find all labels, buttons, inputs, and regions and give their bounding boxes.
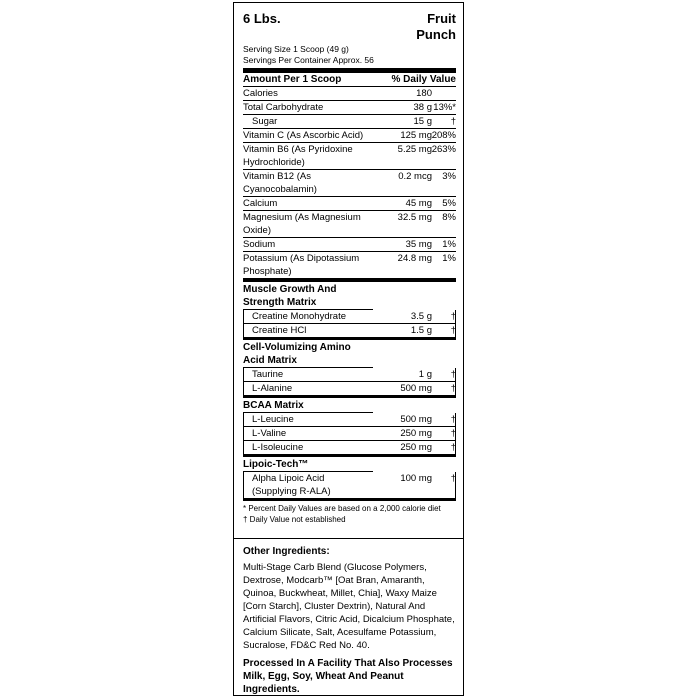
nutrient-name: Vitamin B6 (As Pyridoxine Hydrochloride) <box>243 144 353 168</box>
footnotes <box>243 503 456 525</box>
nutrient-name: Vitamin C (As Ascorbic Acid) <box>243 130 364 141</box>
nutrient-dv: 1% <box>442 239 456 250</box>
nutrient-name: Vitamin B12 (As Cyanocobalamin) <box>243 171 317 195</box>
nutrient-row <box>243 211 456 238</box>
nutrient-row <box>243 472 456 498</box>
nutrient-name: Alpha Lipoic Acid (Supplying R-ALA) <box>252 473 331 497</box>
nutrient-row <box>243 368 456 382</box>
matrix-title: Cell-Volumizing Amino Acid Matrix <box>243 340 373 368</box>
amount-header: Amount Per 1 Scoop <box>243 74 342 85</box>
nutrient-row <box>243 252 456 279</box>
nutrient-dv: † <box>450 442 456 453</box>
matrix-title: Muscle Growth And Strength Matrix <box>243 282 373 310</box>
matrix-border <box>455 472 456 498</box>
nutrient-name: Creatine Monohydrate <box>252 311 346 322</box>
matrix-section <box>243 337 456 395</box>
matrix-items <box>243 368 456 395</box>
matrix-items <box>243 472 456 498</box>
nutrient-dv: 5% <box>442 198 456 209</box>
matrix-border <box>455 368 456 395</box>
nutrient-dv: † <box>450 428 456 439</box>
nutrient-amount: 125 mg <box>400 130 432 141</box>
nutrient-name: Sodium <box>243 239 276 250</box>
nutrient-name: L-Alanine <box>252 383 293 394</box>
supplement-facts-label <box>233 2 464 696</box>
nutrient-row <box>243 413 456 427</box>
nutrient-amount: 35 mg <box>405 239 432 250</box>
matrix-border <box>243 472 244 498</box>
product-flavor: Fruit Punch <box>416 11 456 42</box>
nutrient-row <box>243 324 456 337</box>
matrix-list <box>243 282 456 498</box>
nutrient-name: Magnesium (As Magnesium Oxide) <box>243 212 361 236</box>
nutrient-amount: 32.5 mg <box>397 212 432 223</box>
nutrient-amount: 180 <box>416 88 432 99</box>
serving-info <box>243 44 456 66</box>
nutrient-dv: 13%* <box>433 102 456 113</box>
matrix-border <box>243 368 244 395</box>
nutrient-row <box>243 310 456 324</box>
facts-panel <box>243 11 456 525</box>
dv-header: % Daily Value <box>391 74 456 85</box>
nutrient-row <box>243 197 456 211</box>
nutrient-dv: 263% <box>431 144 456 155</box>
nutrient-dv: † <box>450 473 456 484</box>
nutrient-dv: 208% <box>431 130 456 141</box>
nutrient-amount: 1 g <box>418 369 432 380</box>
nutrient-row <box>243 129 456 143</box>
nutrient-name: Sugar <box>252 116 278 127</box>
nutrient-amount: 3.5 g <box>410 311 432 322</box>
nutrient-amount: 500 mg <box>400 383 432 394</box>
nutrient-dv: 8% <box>442 212 456 223</box>
serving-size: Serving Size 1 Scoop (49 g) <box>243 44 349 54</box>
matrix-border <box>455 310 456 337</box>
footnote-percent: * Percent Daily Values are based on a 2,000 calorie diet <box>243 504 441 513</box>
nutrient-dv: † <box>450 311 456 322</box>
nutrient-dv: 1% <box>442 253 456 264</box>
nutrient-amount: 500 mg <box>400 414 432 425</box>
nutrient-dv: † <box>450 325 456 336</box>
matrix-title: Lipoic-Tech™ <box>243 457 373 472</box>
matrix-items <box>243 310 456 337</box>
matrix-section <box>243 282 456 337</box>
nutrient-name: Total Carbohydrate <box>243 102 324 113</box>
nutrient-list <box>243 87 456 279</box>
nutrient-name: Taurine <box>252 369 284 380</box>
nutrient-name: Potassium (As Dipotassium Phosphate) <box>243 253 360 277</box>
nutrient-row <box>243 238 456 252</box>
nutrient-dv: † <box>450 414 456 425</box>
nutrient-amount: 38 g <box>413 102 432 113</box>
matrix-items <box>243 413 456 454</box>
nutrient-amount: 5.25 mg <box>397 144 432 155</box>
nutrient-name: Creatine HCl <box>252 325 307 336</box>
nutrient-dv: † <box>450 383 456 394</box>
nutrient-amount: 0.2 mcg <box>398 171 432 182</box>
nutrient-amount: 24.8 mg <box>397 253 432 264</box>
nutrient-name: L-Leucine <box>252 414 294 425</box>
label-header <box>243 11 456 43</box>
nutrient-row <box>243 382 456 395</box>
nutrient-row <box>243 115 456 129</box>
matrix-border <box>455 413 456 454</box>
nutrient-dv: † <box>450 116 456 127</box>
table-header-row <box>243 73 456 87</box>
other-ingredients-title: Other Ingredients: <box>243 546 330 557</box>
nutrient-amount: 250 mg <box>400 442 432 453</box>
product-weight: 6 Lbs. <box>243 11 281 26</box>
nutrient-amount: 250 mg <box>400 428 432 439</box>
nutrient-name: Calories <box>243 88 278 99</box>
nutrient-row <box>243 143 456 170</box>
nutrient-row <box>243 101 456 115</box>
servings-per-container: Servings Per Container Approx. 56 <box>243 55 374 65</box>
nutrient-amount: 1.5 g <box>410 325 432 336</box>
facility-warning: Processed In A Facility That Also Processes Milk, Egg, Soy, Wheat And Peanut Ingredients. <box>243 658 453 695</box>
nutrient-row <box>243 170 456 197</box>
nutrient-amount: 100 mg <box>400 473 432 484</box>
matrix-border <box>243 310 244 337</box>
other-ingredients <box>243 545 456 696</box>
nutrient-name: L-Valine <box>252 428 287 439</box>
nutrient-row <box>243 441 456 454</box>
matrix-title: BCAA Matrix <box>243 398 373 413</box>
matrix-section <box>243 454 456 498</box>
nutrient-name: L-Isoleucine <box>252 442 304 453</box>
matrix-section <box>243 395 456 454</box>
nutrient-dv: 3% <box>442 171 456 182</box>
medium-divider <box>243 498 456 501</box>
section-divider <box>234 538 463 539</box>
nutrient-row <box>243 87 456 101</box>
nutrient-amount: 15 g <box>413 116 432 127</box>
footnote-dagger: † Daily Value not established <box>243 515 346 524</box>
nutrient-dv: † <box>450 369 456 380</box>
nutrient-amount: 45 mg <box>405 198 432 209</box>
matrix-border <box>243 413 244 454</box>
nutrient-name: Calcium <box>243 198 278 209</box>
other-ingredients-body: Multi-Stage Carb Blend (Glucose Polymers, Dextrose, Modcarb™ [Oat Bran, Amaranth, Quinoa, Buckwheat, Millet, Chia], Waxy Maize [Corn Starch], Cluster Dextrin), Natural And Artificial Flavors, Citric Acid, Dicalcium Phosphate, Calcium Silicate, Salt, Acesulfame Potassium, Sucralose, FD&C Red No. 40. <box>243 562 455 651</box>
nutrient-row <box>243 427 456 441</box>
